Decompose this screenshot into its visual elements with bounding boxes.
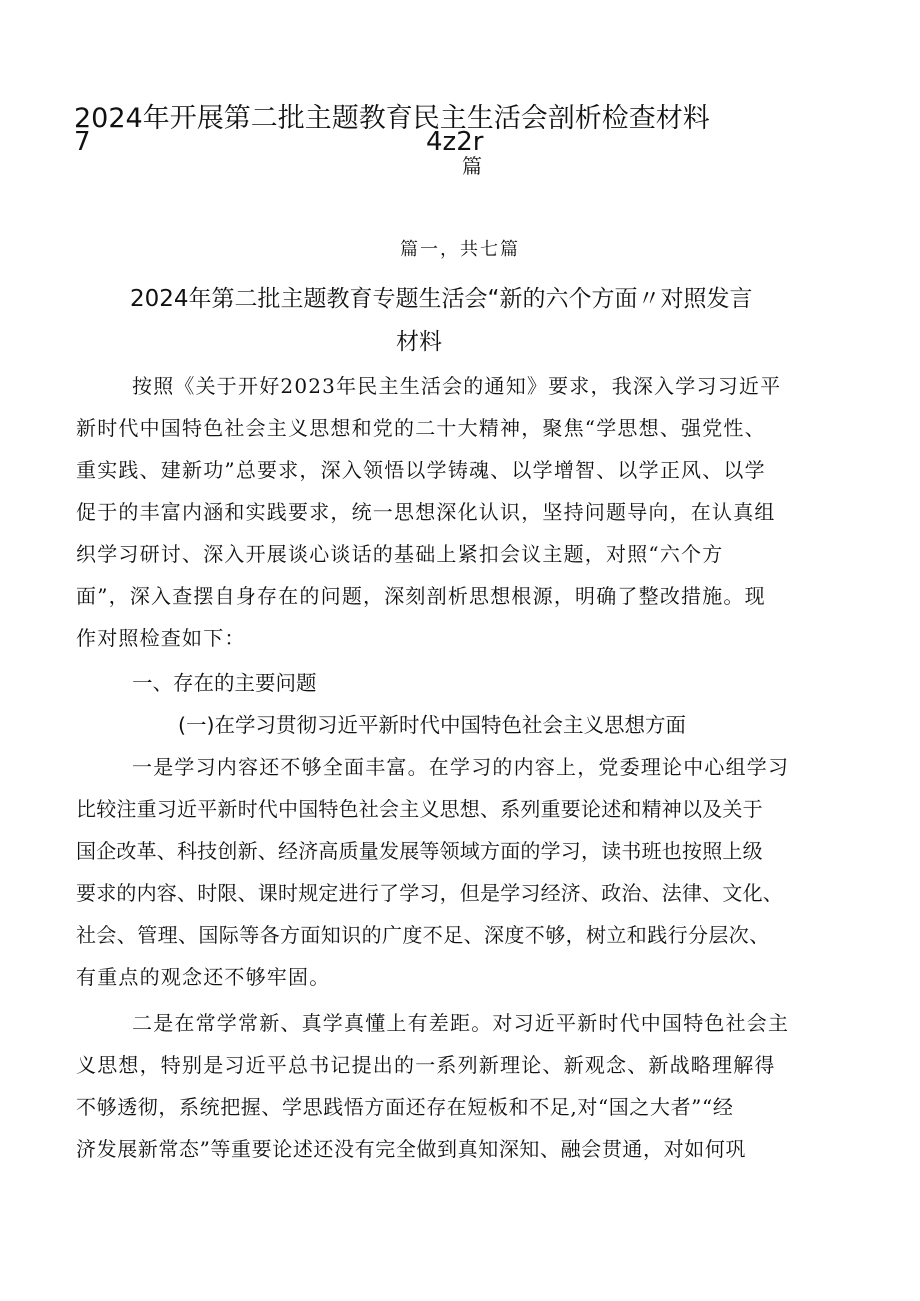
paragraph-line: 新时代中国特色社会主义思想和党的二十大精神，聚焦“学思想、强党性、 (76, 416, 766, 440)
paragraph-line: 不够透彻，系统把握、学思践悟方面还存在短板和不足,对“国之大者”“经 (76, 1095, 734, 1119)
document-title-fragment: 篇 (462, 154, 482, 178)
paragraph-line: 要求的内容、时限、课时规定进行了学习，但是学习经济、政治、法律、文化、 (76, 881, 783, 905)
paragraph-line: 按照《关于开好2023年民主生活会的通知》要求，我深入学习习近平 (132, 374, 782, 398)
article-heading: 材料 (396, 329, 442, 355)
paragraph-line: 济发展新常态”等重要论述还没有完全做到真知深知、融会贯通，对如何巩 (76, 1137, 747, 1161)
document-title-fragment: 4z2r (426, 127, 484, 157)
paragraph-line: 比较注重习近平新时代中国特色社会主义思想、系列重要论述和精神以及关于 (76, 797, 763, 821)
paragraph-line: 织学习研讨、深入开展谈心谈话的基础上紧扣会议主题，对照“六个方 (76, 542, 724, 566)
paragraph-line: 重实践、建新功”总要求，深入领悟以学铸魂、以学增智、以学正风、以学 (76, 458, 766, 482)
paragraph-line: 作对照检查如下： (76, 626, 246, 650)
paragraph-line: 社会、管理、国际等各方面知识的广度不足、深度不够，树立和践行分层次、 (76, 923, 770, 947)
section-heading: 一、存在的主要问题 (132, 671, 317, 695)
paragraph-line: 面”，深入查摆自身存在的问题，深刻剖析思想根源，明确了整改措施。现 (76, 584, 766, 608)
document-title: 2024年开展第二批主题教育民主生活会剖析检查材料 (74, 103, 710, 134)
article-heading: 2024年第二批主题教育专题生活会“新的六个方面〃对照发言 (130, 286, 753, 312)
document-title-fragment: 7 (74, 127, 91, 157)
paragraph-line: 促于的丰富内涵和实践要求，统一思想深化认识，坚持问题导向，在认真组 (76, 500, 776, 524)
subsection-heading: (一)在学习贯彻习近平新时代中国特色社会主义思想方面 (178, 713, 686, 737)
paragraph-line: 义思想，特别是习近平总书记提出的一系列新理论、新观念、新战略理解得 (76, 1053, 776, 1077)
article-subtitle: 篇一，共七篇 (400, 239, 520, 260)
paragraph-line: 一是学习内容还不够全面丰富。在学习的内容上，党委理论中心组学习 (132, 755, 790, 779)
paragraph-line: 有重点的观念还不够牢固。 (76, 965, 331, 989)
paragraph-line: 二是在常学常新、真学真懂上有差距。对习近平新时代中国特色社会主 (132, 1011, 790, 1035)
paragraph-line: 国企改革、科技创新、经济高质量发展等领域方面的学习，读书班也按照上级 (76, 839, 763, 863)
